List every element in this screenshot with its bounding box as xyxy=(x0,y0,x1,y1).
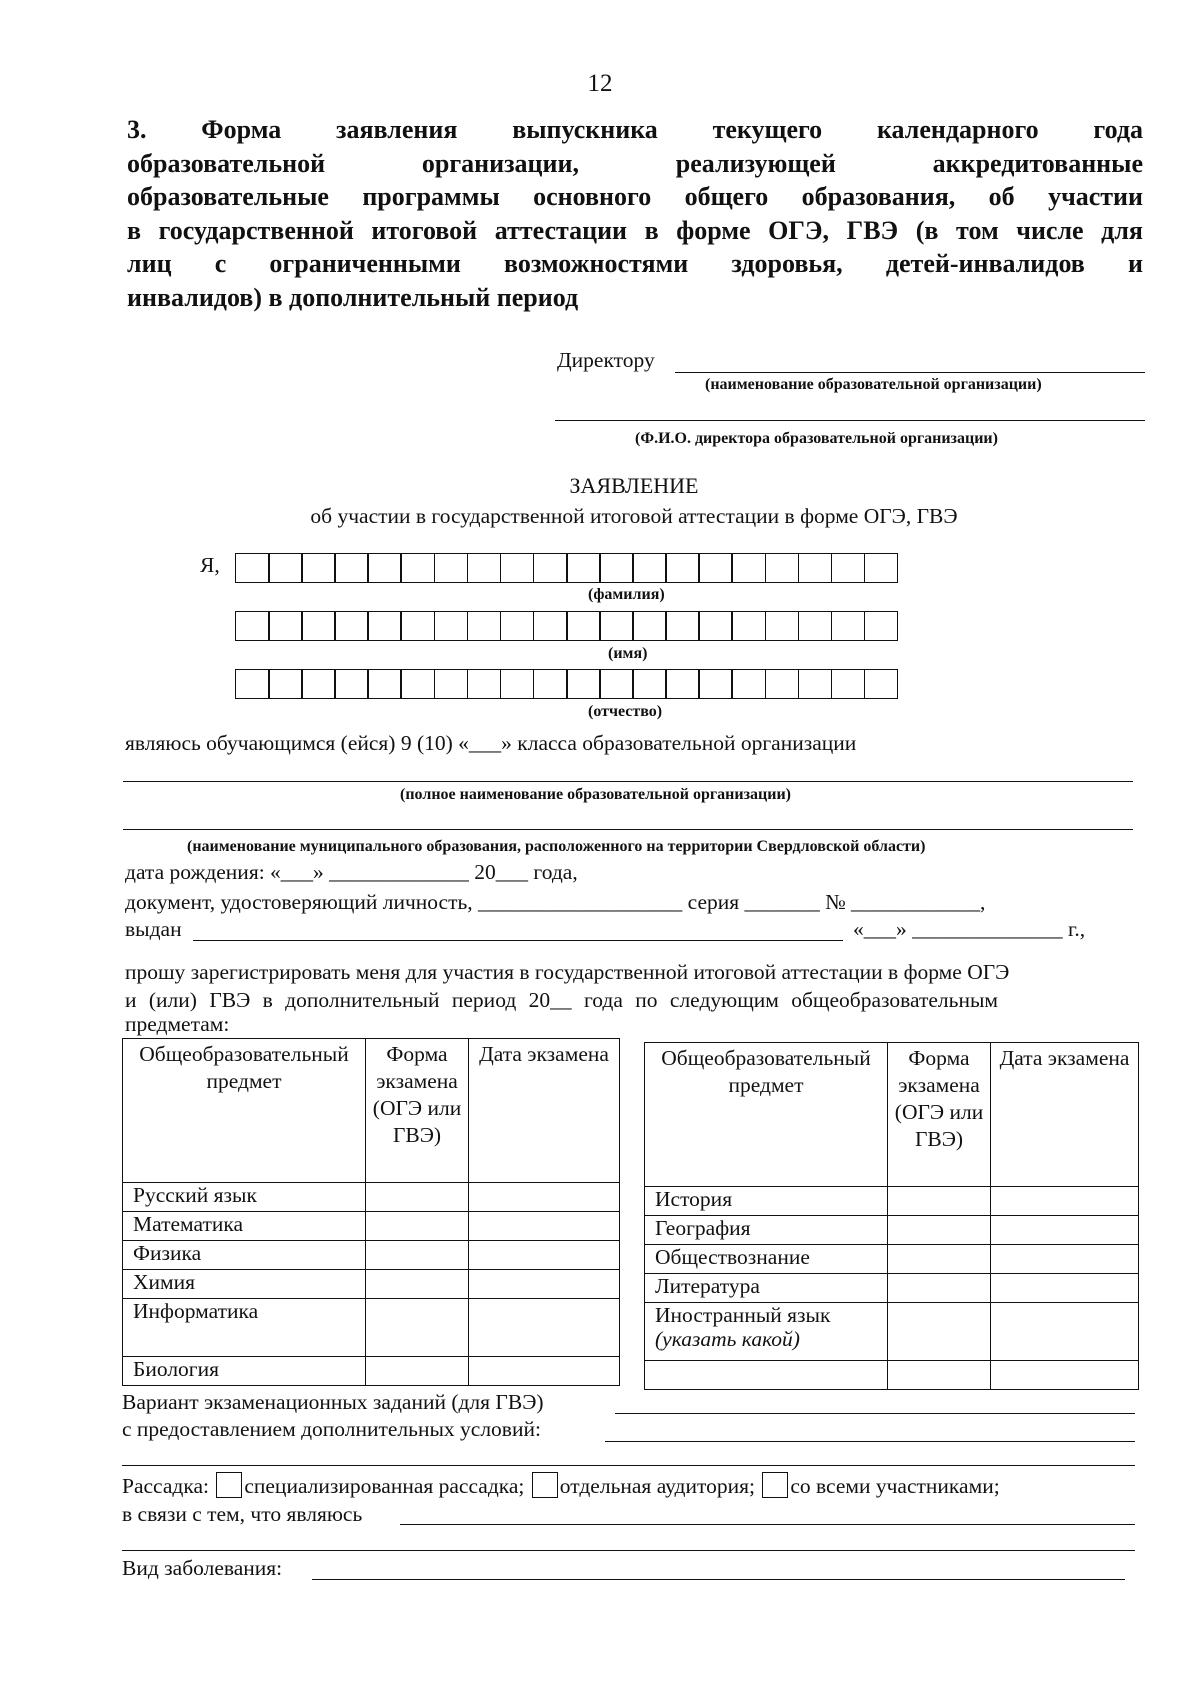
subject-name: География xyxy=(645,1216,888,1245)
exam-date-cell[interactable] xyxy=(469,1299,620,1357)
conditions-field-2[interactable] xyxy=(122,1465,1135,1466)
exam-form-cell[interactable] xyxy=(888,1303,991,1361)
exam-date-cell[interactable] xyxy=(991,1187,1139,1216)
exam-date-cell[interactable] xyxy=(469,1183,620,1212)
patronymic-caption: (отчество) xyxy=(588,703,663,720)
exam-date-cell[interactable] xyxy=(469,1241,620,1270)
student-line: являюсь обучающимся (ейся) 9 (10) «___» класса образовательной организации xyxy=(125,731,857,755)
exam-date-cell[interactable] xyxy=(469,1212,620,1241)
subject-name: Биология xyxy=(123,1357,366,1386)
seating-all-participants-checkbox[interactable] xyxy=(762,1472,788,1498)
header-subject: Общеобразовательный предмет xyxy=(645,1043,888,1187)
header-subject: Общеобразовательный предмет xyxy=(123,1039,366,1183)
header-exam-form: Форма экзамена (ОГЭ или ГВЭ) xyxy=(366,1039,469,1183)
org-name-caption: (наименование образовательной организации) xyxy=(705,376,1042,393)
name-caption: (имя) xyxy=(608,645,648,662)
variant-field[interactable] xyxy=(615,1413,1135,1414)
blank-subject-cell[interactable] xyxy=(645,1361,888,1390)
exam-form-cell[interactable] xyxy=(366,1212,469,1241)
heading-line: в государственной итоговой аттестации в форме ОГЭ, ГВЭ (в том числе для xyxy=(127,215,1143,245)
subjects-table-left xyxy=(122,1038,620,1386)
reason-field[interactable] xyxy=(400,1524,1135,1525)
foreign-language-label: Иностранный язык xyxy=(655,1303,831,1327)
reason-field-2[interactable] xyxy=(122,1550,1135,1551)
statement-subtitle: об участии в государственной итоговой аттестации в форме ОГЭ, ГВЭ xyxy=(310,504,958,528)
subject-name: Русский язык xyxy=(123,1183,366,1212)
seating-separate-room-checkbox[interactable] xyxy=(532,1472,558,1498)
header-exam-date: Дата экзамена xyxy=(991,1043,1139,1187)
exam-date-cell[interactable] xyxy=(469,1270,620,1299)
subject-name: Физика xyxy=(123,1241,366,1270)
issued-date[interactable]: «___» ______________ г., xyxy=(853,917,1086,941)
heading-line: образовательные программы основного общего образования, об участии xyxy=(127,182,1143,211)
exam-date-cell[interactable] xyxy=(991,1245,1139,1274)
exam-form-cell[interactable] xyxy=(888,1274,991,1303)
exam-form-cell[interactable] xyxy=(888,1216,991,1245)
heading-line: инвалидов) в дополнительный период xyxy=(127,282,579,312)
director-label: Директору xyxy=(557,348,655,372)
full-org-caption: (полное наименование образовательной организации) xyxy=(400,786,791,803)
subject-name: Обществознание xyxy=(645,1245,888,1274)
subject-name: Математика xyxy=(123,1212,366,1241)
header-exam-form: Форма экзамена (ОГЭ или ГВЭ) xyxy=(888,1043,991,1187)
exam-date-cell[interactable] xyxy=(469,1357,620,1386)
name-cells[interactable] xyxy=(235,611,897,641)
exam-form-cell[interactable] xyxy=(366,1183,469,1212)
exam-date-cell[interactable] xyxy=(991,1303,1139,1361)
disease-field[interactable] xyxy=(312,1579,1125,1580)
exam-date-cell[interactable] xyxy=(991,1216,1139,1245)
surname-caption: (фамилия) xyxy=(588,586,665,603)
exam-form-cell[interactable] xyxy=(366,1241,469,1270)
issued-label: выдан xyxy=(125,917,182,941)
seating-specialized-checkbox[interactable] xyxy=(216,1472,242,1498)
director-fio-caption: (Ф.И.О. директора образовательной организации) xyxy=(635,430,998,447)
request-line: предметам: xyxy=(125,1012,230,1036)
org-name-field[interactable] xyxy=(675,372,1145,373)
request-line: и (или) ГВЭ в дополнительный период 20__ года по следующим общеобразовательным xyxy=(125,988,999,1012)
subject-name: История xyxy=(645,1187,888,1216)
exam-form-cell[interactable] xyxy=(366,1357,469,1386)
subject-name-foreign-language xyxy=(645,1303,888,1361)
exam-form-cell[interactable] xyxy=(366,1299,469,1357)
birth-date-line[interactable]: дата рождения: «___» _____________ 20___ года, xyxy=(125,860,578,884)
conditions-field[interactable] xyxy=(605,1441,1135,1442)
heading-line: 3. Форма заявления выпускника текущего календарного года xyxy=(127,115,1143,144)
request-line: прошу зарегистрировать меня для участия в государственной итоговой аттестации в форме ОГЭ xyxy=(125,960,1010,984)
exam-form-cell[interactable] xyxy=(888,1187,991,1216)
exam-date-cell[interactable] xyxy=(991,1274,1139,1303)
seating-option-specialized: специализированная рассадка; xyxy=(244,1474,525,1498)
exam-date-cell[interactable] xyxy=(991,1361,1139,1390)
municipality-caption: (наименование муниципального образования, расположенного на территории Свердловской области) xyxy=(187,838,926,855)
issued-by-field[interactable] xyxy=(193,940,843,941)
full-org-field[interactable] xyxy=(123,781,1133,782)
seating-option-separate-room: отдельная аудитория; xyxy=(559,1474,755,1498)
exam-form-cell[interactable] xyxy=(366,1270,469,1299)
subject-name: Информатика xyxy=(123,1299,366,1357)
subject-name: Литература xyxy=(645,1274,888,1303)
ya-label: Я, xyxy=(200,553,220,577)
variant-label: Вариант экзаменационных заданий (для ГВЭ) xyxy=(122,1390,544,1414)
form-heading xyxy=(127,113,1143,314)
seating-label: Рассадка: xyxy=(122,1474,209,1498)
heading-line: образовательной организации, реализующей аккредитованные xyxy=(127,148,1143,178)
municipality-field[interactable] xyxy=(123,829,1133,830)
seating-row xyxy=(122,1472,1000,1499)
conditions-label: с предоставлением дополнительных условий: xyxy=(122,1417,541,1441)
reason-label: в связи с тем, что являюсь xyxy=(122,1502,363,1526)
header-exam-date: Дата экзамена xyxy=(469,1039,620,1183)
director-fio-field[interactable] xyxy=(555,420,1145,421)
surname-cells[interactable] xyxy=(235,553,897,583)
subjects-table-right xyxy=(644,1042,1139,1390)
foreign-language-note: (указать какой) xyxy=(655,1327,800,1351)
page-number: 12 xyxy=(587,70,613,97)
document-line[interactable]: документ, удостоверяющий личность, ___________________ серия _______ № ____________, xyxy=(125,890,986,914)
statement-title: ЗАЯВЛЕНИЕ xyxy=(569,473,699,498)
exam-form-cell[interactable] xyxy=(888,1245,991,1274)
subject-name: Химия xyxy=(123,1270,366,1299)
heading-line: лиц с ограниченными возможностями здоровья, детей-инвалидов и xyxy=(127,249,1143,278)
patronymic-cells[interactable] xyxy=(235,669,897,699)
disease-label: Вид заболевания: xyxy=(122,1556,283,1580)
seating-option-all-participants: со всеми участниками; xyxy=(790,1474,1000,1498)
exam-form-cell[interactable] xyxy=(888,1361,991,1390)
